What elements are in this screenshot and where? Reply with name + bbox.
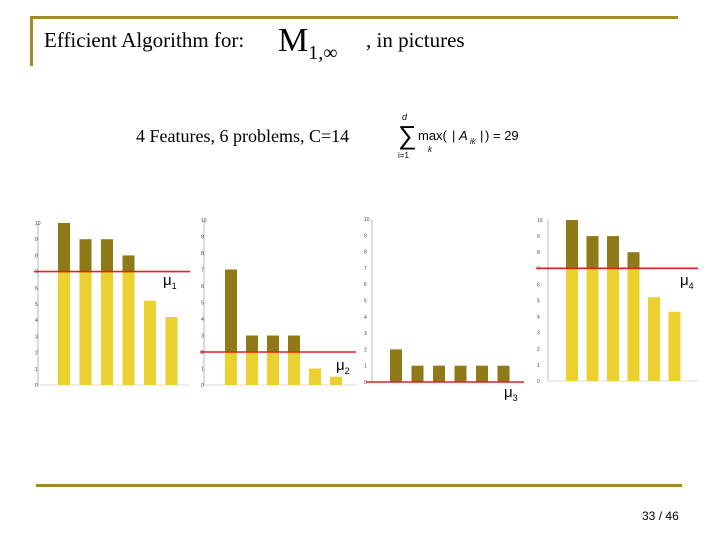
bar-upper <box>246 336 258 353</box>
y-tick-label: 5 <box>537 298 540 305</box>
bar-lower <box>58 272 70 385</box>
abs-open: | <box>452 128 456 143</box>
y-tick-label: 3 <box>35 334 38 341</box>
y-tick-label: 9 <box>35 237 38 244</box>
bar-upper <box>58 223 70 272</box>
bar-lower <box>628 268 640 381</box>
y-tick-label: 2 <box>537 346 540 353</box>
y-tick-label: 0 <box>364 380 367 386</box>
slide-title: Efficient Algorithm for: <box>44 28 245 52</box>
max-sub: k <box>428 145 432 154</box>
bar-lower <box>648 297 660 381</box>
formula-rhs: = 29 <box>493 128 519 143</box>
bar-lower <box>166 317 178 385</box>
close-paren: ) <box>485 128 490 143</box>
y-tick-label: 1 <box>35 366 38 373</box>
bar-upper <box>390 349 402 382</box>
y-tick-label: 9 <box>537 234 540 241</box>
page-current: 33 <box>642 509 656 523</box>
y-tick-label: 6 <box>35 285 38 292</box>
abs-close: | <box>480 128 484 143</box>
abs-sub: ik <box>470 137 476 146</box>
title-accent-top <box>30 16 678 19</box>
y-tick-label: 9 <box>201 234 204 241</box>
bar-lower <box>330 377 342 385</box>
formula <box>396 110 546 162</box>
bar-lower <box>225 352 237 385</box>
y-tick-label: 5 <box>35 302 38 308</box>
y-tick-label: 8 <box>35 253 38 260</box>
bar-lower <box>288 352 300 385</box>
bar-upper <box>288 336 300 353</box>
y-tick-label: 2 <box>35 350 38 357</box>
max-text: max( <box>418 128 447 143</box>
bar-upper <box>455 366 467 382</box>
y-tick-label: 10 <box>201 218 207 224</box>
y-tick-label: 3 <box>364 331 367 338</box>
series-label-subscript: 2 <box>344 366 350 376</box>
bar-lower <box>246 352 258 385</box>
footer-rule <box>36 484 682 487</box>
y-tick-label: 4 <box>364 314 367 321</box>
bar-lower <box>669 312 681 381</box>
bar-lower <box>101 272 113 385</box>
bar-upper <box>412 366 424 382</box>
y-tick-label: 7 <box>364 265 367 272</box>
bar-upper <box>498 366 510 382</box>
y-tick-label: 1 <box>537 362 540 369</box>
bar-upper <box>607 236 619 268</box>
y-tick-label: 0 <box>35 383 38 389</box>
series-label-subscript: 1 <box>171 281 177 291</box>
page-number <box>642 509 679 523</box>
bar-upper <box>225 270 237 353</box>
sum-symbol: ∑ <box>398 120 417 150</box>
bar-lower <box>607 268 619 381</box>
bar-upper <box>433 366 445 382</box>
y-tick-label: 0 <box>201 383 204 389</box>
page-total: 46 <box>665 509 679 523</box>
bar-lower <box>309 369 321 386</box>
series-label-subscript: 3 <box>512 393 518 403</box>
bar-upper <box>587 236 599 268</box>
y-tick-label: 4 <box>537 314 540 321</box>
bar-upper <box>101 239 113 271</box>
bar-lower <box>566 268 578 381</box>
slide-title-suffix: , in pictures <box>366 28 465 52</box>
y-tick-label: 6 <box>364 282 367 289</box>
series-label-subscript: 4 <box>688 281 694 291</box>
y-tick-label: 3 <box>537 330 540 337</box>
y-tick-label: 7 <box>35 269 38 276</box>
y-tick-label: 0 <box>537 379 540 385</box>
y-tick-label: 5 <box>201 300 204 307</box>
bar-upper <box>476 366 488 382</box>
bar-upper <box>267 336 279 353</box>
y-tick-label: 7 <box>537 266 540 273</box>
y-tick-label: 8 <box>201 251 204 257</box>
y-tick-label: 6 <box>201 284 204 290</box>
y-tick-label: 1 <box>364 363 367 370</box>
y-tick-label: 8 <box>537 250 540 257</box>
page-separator: / <box>658 509 663 523</box>
bar-upper <box>80 239 92 271</box>
y-tick-label: 10 <box>364 217 370 223</box>
y-tick-label: 7 <box>201 267 204 274</box>
bar-lower <box>587 268 599 381</box>
series-label: $\mu_3$ <box>504 384 518 403</box>
abs-term: A <box>459 128 468 143</box>
title-math-symbol <box>278 22 338 65</box>
bar-upper <box>566 220 578 268</box>
bar-upper <box>123 255 135 271</box>
y-tick-label: 5 <box>364 298 367 305</box>
y-tick-label: 2 <box>201 350 204 356</box>
y-tick-label: 9 <box>364 233 367 240</box>
bar-lower <box>123 272 135 385</box>
y-tick-label: 4 <box>35 318 38 325</box>
sum-lower: i=1 <box>398 151 409 160</box>
title-m-subscript: 1,∞ <box>308 41 338 64</box>
y-tick-label: 4 <box>201 317 204 323</box>
title-accent-left <box>30 16 33 66</box>
y-tick-label: 2 <box>364 347 367 354</box>
bar-lower <box>80 272 92 385</box>
charts-area <box>0 205 720 410</box>
bar-lower <box>267 352 279 385</box>
sum-upper: d <box>402 112 408 122</box>
y-tick-label: 3 <box>201 333 204 340</box>
series-label: $\mu_4$ <box>680 272 694 291</box>
subtitle: 4 Features, 6 problems, C=14 <box>136 126 350 146</box>
bar-lower <box>144 301 156 385</box>
y-tick-label: 6 <box>537 282 540 289</box>
series-label: $\mu_1$ <box>163 272 177 291</box>
y-tick-label: 10 <box>537 218 543 224</box>
bar-upper <box>628 252 640 268</box>
y-tick-label: 1 <box>201 366 204 373</box>
series-label: $\mu_2$ <box>336 357 350 376</box>
y-tick-label: 10 <box>35 221 41 227</box>
title-m: M <box>278 22 309 59</box>
y-tick-label: 8 <box>364 249 367 256</box>
